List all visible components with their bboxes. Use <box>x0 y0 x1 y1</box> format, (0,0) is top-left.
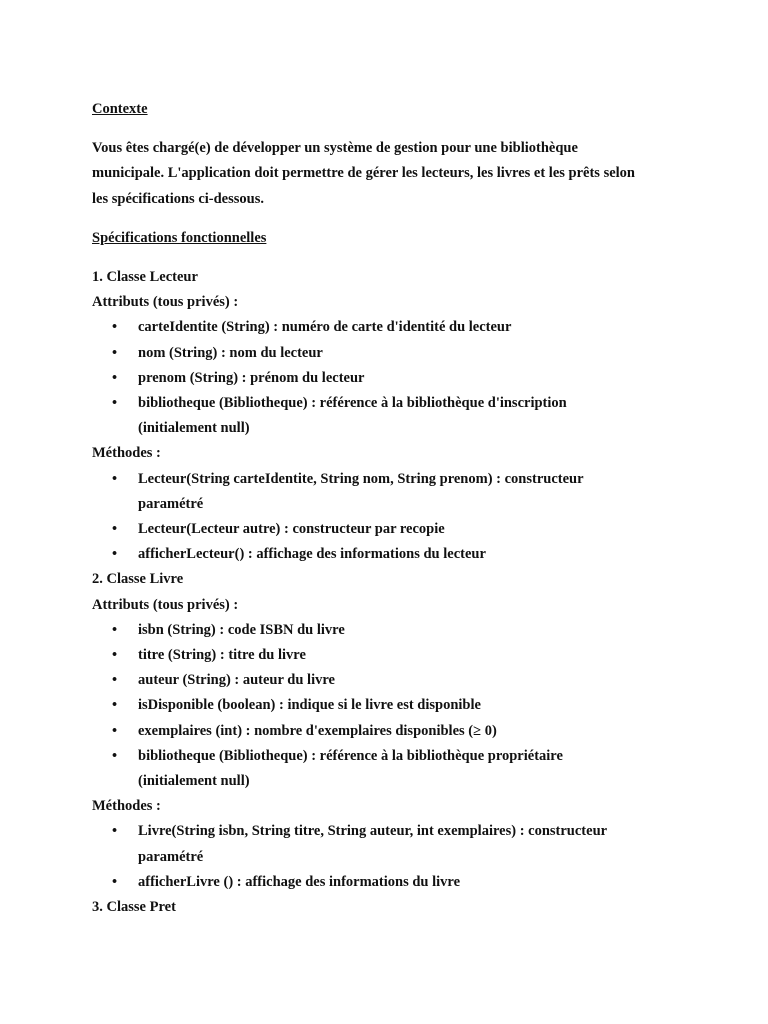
list-item <box>92 643 692 668</box>
livre-methods-list <box>92 819 692 895</box>
list-item <box>92 542 692 567</box>
spacer <box>92 212 692 226</box>
list-item-text: nom (String) : nom du lecteur <box>138 344 323 361</box>
list-item-text: Lecteur(Lecteur autre) : constructeur par recopie <box>138 521 445 538</box>
bullet-icon: • <box>112 344 118 361</box>
document-body <box>92 97 692 920</box>
list-item-text: isbn (String) : code ISBN du livre <box>138 621 345 638</box>
context-paragraph <box>92 136 692 212</box>
list-item-continuation: (initialement null) <box>138 420 250 437</box>
list-item <box>92 366 692 391</box>
list-item <box>92 315 692 340</box>
context-heading: Contexte <box>92 101 148 117</box>
list-item-continuation: (initialement null) <box>138 773 250 790</box>
spacer <box>92 122 692 136</box>
context-line: Vous êtes chargé(e) de développer un système de gestion pour une bibliothèque <box>92 140 578 157</box>
class-livre-title: 2. Classe Livre <box>92 571 184 588</box>
list-item <box>92 719 692 744</box>
list-item <box>92 870 692 895</box>
list-item-text: bibliotheque (Bibliotheque) : référence à la bibliothèque d'inscription <box>138 395 567 412</box>
context-line: municipale. L'application doit permettre de gérer les lecteurs, les livres et les prêts selon <box>92 165 635 182</box>
list-item-text: carteIdentite (String) : numéro de carte d'identité du lecteur <box>138 319 512 336</box>
list-item <box>92 618 692 643</box>
bullet-icon: • <box>112 319 118 336</box>
bullet-icon: • <box>112 823 118 840</box>
context-line: les spécifications ci-dessous. <box>92 190 264 207</box>
bullet-icon: • <box>112 873 118 890</box>
livre-attributes-label: Attributs (tous privés) : <box>92 596 239 613</box>
list-item-text: exemplaires (int) : nombre d'exemplaires disponibles (≥ 0) <box>138 722 497 739</box>
list-item-text: Lecteur(String carteIdentite, String nom, String prenom) : constructeur <box>138 470 584 487</box>
list-item-text: auteur (String) : auteur du livre <box>138 672 335 689</box>
specs-heading: Spécifications fonctionnelles <box>92 229 267 246</box>
bullet-icon: • <box>112 521 118 538</box>
lecteur-attributes-label: Attributs (tous privés) : <box>92 294 239 311</box>
bullet-icon: • <box>112 747 118 764</box>
list-item <box>92 341 692 366</box>
bullet-icon: • <box>112 647 118 664</box>
list-item <box>92 744 692 794</box>
list-item-text: Livre(String isbn, String titre, String auteur, int exemplaires) : constructeur <box>138 823 608 840</box>
list-item-text: afficherLivre () : affichage des informations du livre <box>138 873 461 890</box>
livre-methods-label: Méthodes : <box>92 798 161 815</box>
bullet-icon: • <box>112 369 118 386</box>
bullet-icon: • <box>112 672 118 689</box>
list-item-text: bibliotheque (Bibliotheque) : référence à la bibliothèque propriétaire <box>138 747 563 764</box>
list-item <box>92 819 692 869</box>
lecteur-methods-label: Méthodes : <box>92 445 161 462</box>
list-item-text: prenom (String) : prénom du lecteur <box>138 369 365 386</box>
livre-attributes-list <box>92 618 692 794</box>
lecteur-attributes-list <box>92 315 692 441</box>
bullet-icon: • <box>112 470 118 487</box>
bullet-icon: • <box>112 722 118 739</box>
list-item <box>92 391 692 441</box>
list-item-continuation: paramétré <box>138 848 204 865</box>
class-lecteur-title: 1. Classe Lecteur <box>92 269 198 286</box>
bullet-icon: • <box>112 621 118 638</box>
list-item-text: afficherLecteur() : affichage des informations du lecteur <box>138 546 486 563</box>
bullet-icon: • <box>112 395 118 412</box>
bullet-icon: • <box>112 697 118 714</box>
lecteur-methods-list <box>92 467 692 568</box>
list-item-text: isDisponible (boolean) : indique si le livre est disponible <box>138 697 481 714</box>
list-item <box>92 693 692 718</box>
list-item <box>92 517 692 542</box>
class-pret-title: 3. Classe Pret <box>92 899 176 916</box>
list-item <box>92 668 692 693</box>
list-item-continuation: paramétré <box>138 495 204 512</box>
spacer <box>92 251 692 265</box>
bullet-icon: • <box>112 546 118 563</box>
list-item <box>92 467 692 517</box>
list-item-text: titre (String) : titre du livre <box>138 647 306 664</box>
